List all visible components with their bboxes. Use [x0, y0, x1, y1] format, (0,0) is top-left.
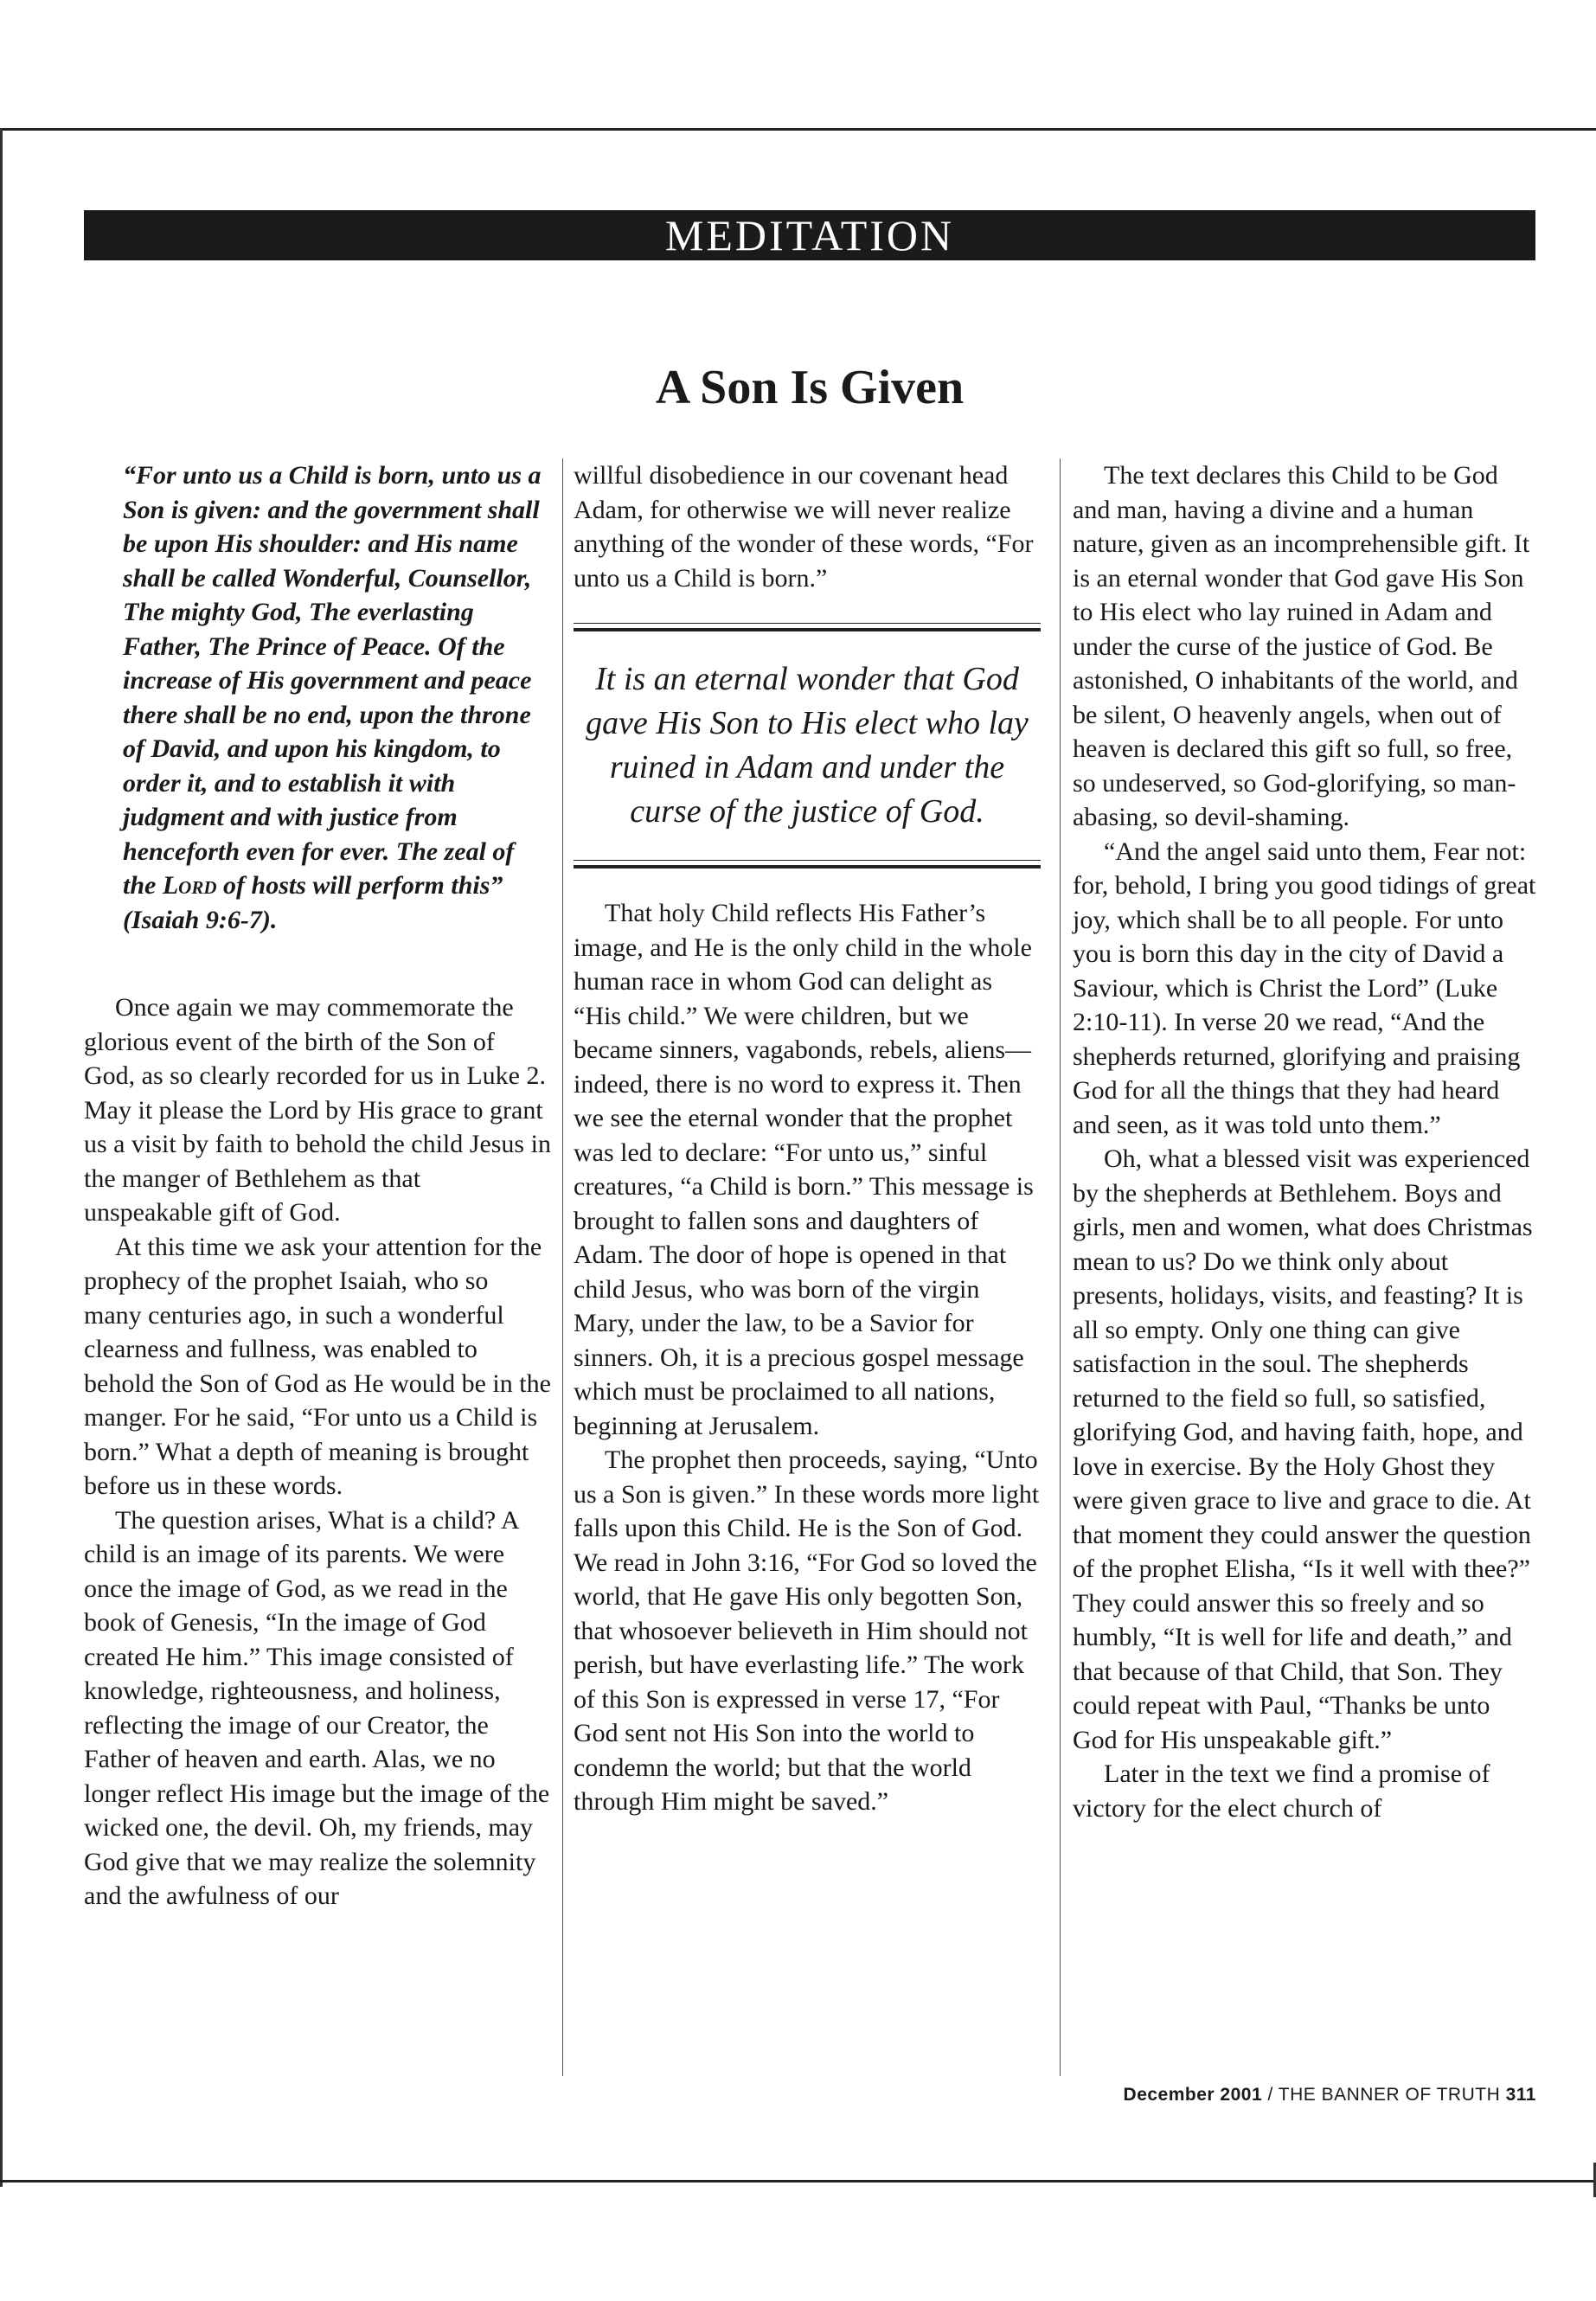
footer-separator: /	[1267, 2085, 1273, 2105]
paragraph: That holy Child reflects His Father’s image, and He is the only child in the whole human race in whom God can delight as “His child.” We were children, but we became sinners, vagabonds, rebels, aliens—indeed, there is no word to express it. Then we see the eternal wonder that the prophet was led to declare: “For unto us,” sinful creatures, “a Child is born.” This message is brought to fallen sons and daughters of Adam. The door of hope is opened in that child Jesus, who was born of the virgin Mary, under the law, to be a Savior for sinners. Oh, it is a precious gospel message which must be proclaimed to all nations, beginning at Jerusalem.	[574, 899, 1034, 1440]
pull-quote-text: It is an eternal wonder that God gave His Son to His elect who lay ruined in Adam and under the curse of the justice of God.	[586, 661, 1029, 830]
issue-date: December 2001	[1123, 2085, 1263, 2105]
column-3	[1073, 458, 1540, 1825]
column-2	[574, 458, 1041, 1819]
paragraph: The question arises, What is a child? A child is an image of its parents. We were once the image of God, as we read in the book of Genesis, “In the image of God created He him.” This image consisted of knowledge, righteousness, and holiness, reflecting the image of our Creator, the Father of heaven and earth. Alas, we no longer reflect His image but the image of the wicked one, the devil. Oh, my friends, may God give that we may realize the solemnity and the awfulness of our	[84, 1505, 550, 1910]
section-banner: MEDITATION	[84, 210, 1535, 260]
paragraph: willful disobedience in our covenant head Adam, for otherwise we will never realize anything of the wonder of these words, “For unto us a Child is born.”	[574, 461, 1034, 593]
scan-edge-top	[0, 128, 1596, 131]
pull-quote-rule	[574, 860, 1041, 868]
article-title: A Son Is Given	[655, 360, 965, 414]
scripture-reference: of hosts will perform this” (Isaiah 9:6-7).	[123, 871, 503, 934]
column-divider	[1060, 458, 1061, 2076]
paragraph: The prophet then proceeds, saying, “Unto us a Son is given.” In these words more light falls upon this Child. He is the Son of God. We read in John 3:16, “For God so loved the world, that He gave His only begotten Son, that whosoever believeth in Him should not perish, but have everlasting life.” The work of this Son is expressed in verse 17, “For God sent not His Son into the world to condemn the world; but that the world through Him might be saved.”	[574, 1445, 1040, 1816]
scripture-quote	[84, 458, 551, 937]
page-number: 311	[1505, 2085, 1536, 2105]
column-divider	[562, 458, 563, 2076]
paragraph: The text declares this Child to be God and man, having a divine and a human nature, given as an incomprehensible gift. It is an eternal wonder that God gave His Son to His elect who lay ruined in Adam and under the curse of the justice of God. Be astonished, O inhabitants of the world, and be silent, O heavenly angels, when out of heaven is declared this gift so full, so free, so undeserved, so God-glorifying, so man-abasing, so devil-shaming.	[1073, 461, 1530, 831]
scan-edge-bottom	[0, 2180, 1596, 2182]
scan-edge-left	[0, 128, 3, 2187]
pull-quote	[574, 623, 1041, 868]
scripture-text: “For unto us a Child is born, unto us a Son is given: and the government shall be upon His shoulder: and His name shall be called Wonderful, Counsellor, The mighty God, The everlasting Father, The Prince of Peace. Of the increase of His government and peace there shall be no end, upon the throne of David, and upon his kingdom, to order it, and to establish it with judgment and with justice from henceforth even for ever. The zeal of the	[123, 461, 542, 900]
paragraph: Once again we may commemorate the glorious event of the birth of the Son of God, as so clearly recorded for us in Luke 2. May it please the Lord by His grace to grant us a visit by faith to behold the child Jesus in the manger of Bethlehem as that unspeakable gift of God.	[84, 993, 551, 1227]
page-footer	[1035, 2085, 1536, 2106]
paragraph: Oh, what a blessed visit was experienced by the shepherds at Bethlehem. Boys and girls, men and women, what does Christmas mean to us? Do we think only about presents, holidays, visits, and feasting? It is all so empty. Only one thing can give satisfaction in the soul. The shepherds returned to the field so full, so satisfied, glorifying God, and having faith, hope, and love in exercise. By the Holy Ghost they were given grace to live and grace to die. At that moment they could answer the question of the prophet Elisha, “Is it well with thee?” They could answer this so freely and so humbly, “It is well for life and death,” and that because of that Child, that Son. They could repeat with Paul, “Thanks be unto God for His unspeakable gift.”	[1073, 1144, 1533, 1754]
paragraph: At this time we ask your attention for the prophecy of the prophet Isaiah, who so many centuries ago, in such a wonderful clearness and fullness, was enabled to behold the Son of God as He would be in the manger. For he said, “For unto us a Child is born.” What a depth of meaning is brought before us in these words.	[84, 1232, 551, 1500]
pull-quote-rule	[574, 623, 1041, 631]
paragraph: Later in the text we find a promise of victory for the elect church of	[1073, 1759, 1490, 1823]
column-1	[84, 458, 551, 1913]
publication-name: THE BANNER OF TRUTH	[1278, 2085, 1501, 2105]
scripture-lord: Lord	[162, 871, 217, 900]
paragraph: “And the angel said unto them, Fear not: for, behold, I bring you good tidings of great joy, which shall be to all people. For unto you is born this day in the city of David a Saviour, which is Christ the Lord” (Luke 2:10-11). In verse 20 we read, “And the shepherds returned, glorifying and praising God for all the things that they had heard and seen, as it was told unto them.”	[1073, 836, 1536, 1139]
